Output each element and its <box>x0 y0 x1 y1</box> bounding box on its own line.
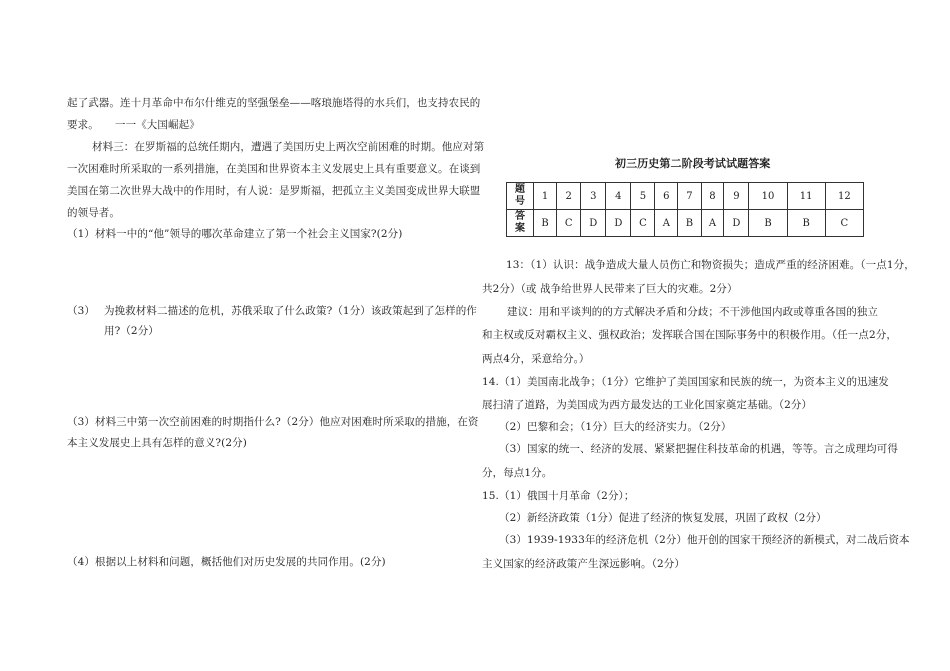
answer-key-title: 初三历史第二阶段考试试题答案 <box>615 157 771 170</box>
table-cell: 10 <box>749 183 787 210</box>
question-2-line2: 用?（2分） <box>104 325 159 337</box>
answer-15-line4: 主义国家的经济政策产生深远影响。（2分） <box>482 558 685 570</box>
table-cell: B <box>749 210 787 237</box>
header-cell: 答案 <box>507 210 534 237</box>
source-citation: 一一《大国崛起》 <box>115 119 200 131</box>
question-2-line1: 为挽救材料二描述的危机，苏俄采取了什么政策?（1分）该政策起到了怎样的作 <box>104 305 477 317</box>
answer-13-line4: 和主权或反对霸权主义、强权政治；发挥联合国在国际事务中的积极作用。（任一点2分， <box>482 329 897 341</box>
answer-table <box>506 182 864 237</box>
answer-13-line2: 共2分）（或 战争给世界人民带来了巨大的灾难。2分） <box>482 283 738 295</box>
table-cell: A <box>701 210 724 237</box>
text-line: 一次困难时所采取的一系列措施，在美国和世界资本主义发展史上具有重要意义。在谈到 <box>67 163 481 175</box>
table-cell: 2 <box>557 183 581 210</box>
material-three-line: 材料三：在罗斯福的总统任期内，遭遇了美国历史上两次空前困难的时期。他应对第 <box>92 141 485 153</box>
table-cell: C <box>631 210 655 237</box>
text-line: 要求。 <box>67 119 99 131</box>
table-cell: B <box>787 210 825 237</box>
table-cell: 7 <box>678 183 701 210</box>
table-cell: 12 <box>825 183 863 210</box>
question-3-line2: 本主义发展史上具有怎样的意义?(2分) <box>67 437 247 449</box>
answer-14-line3: （2）巴黎和会；（1分）巨大的经济实力。（2分） <box>499 421 732 433</box>
answer-14-line5: 分，每点1分。 <box>482 467 553 479</box>
question-4: （4）根据以上材料和问题，概括他们对历史发展的共同作用。(2分) <box>67 556 386 568</box>
table-cell: B <box>678 210 701 237</box>
text-line: 美国在第二次世界大战中的作用时，有人说：是罗斯福，把孤立主义美国变成世界大联盟 <box>67 185 481 197</box>
table-cell: A <box>655 210 678 237</box>
answer-15-line1: 15.（1）俄国十月革命（2分）； <box>482 490 635 502</box>
table-cell: D <box>724 210 749 237</box>
question-2-number: （3） <box>67 305 95 317</box>
answer-15-line3: （3）1939-1933年的经济危机（2分）他开创的国家干预经济的新模式，对二战后资本 <box>499 534 910 546</box>
table-cell: 8 <box>701 183 724 210</box>
table-cell: D <box>581 210 606 237</box>
question-1: （1）材料一中的“他”领导的哪次革命建立了第一个社会主义国家?(2分) <box>67 228 403 240</box>
text-line: 起了武器。连十月革命中布尔什维克的坚强堡垒——喀琅施塔得的水兵们，也支持农民的 <box>67 97 481 109</box>
question-3-line1: （3）材料三中第一次空前困难的时期指什么?（2分）他应对困难时所采取的措施，在资 <box>67 416 479 428</box>
table-cell: C <box>557 210 581 237</box>
answer-13-line5: 两点4分，采意给分。） <box>482 353 590 365</box>
table-row-numbers <box>507 183 864 210</box>
table-cell: 1 <box>534 183 557 210</box>
table-cell: 6 <box>655 183 678 210</box>
table-cell: C <box>825 210 863 237</box>
header-cell: 题号 <box>507 183 534 210</box>
table-row-answers <box>507 210 864 237</box>
text-line: 的领导者。 <box>67 207 120 219</box>
answer-14-line4: （3）国家的统一、经济的发展、紧紧把握住科技革命的机遇，等等。言之成理均可得 <box>499 443 898 455</box>
table-cell: 4 <box>606 183 631 210</box>
table-cell: 3 <box>581 183 606 210</box>
answer-13-line3: 建议：用和平谈判的的方式解决矛盾和分歧；不干涉他国内政或尊重各国的独立 <box>507 306 878 318</box>
table-cell: 9 <box>724 183 749 210</box>
table-cell: 5 <box>631 183 655 210</box>
table-cell: 11 <box>787 183 825 210</box>
answer-14-line1: 14.（1）美国南北战争；（1分）它维护了美国国家和民族的统一，为资本主义的迅速发 <box>482 376 889 388</box>
answer-14-line2: 展扫清了道路，为美国成为西方最发达的工业化国家奠定基础。（2分） <box>482 399 813 411</box>
table-cell: B <box>534 210 557 237</box>
answer-15-line2: （2）新经济政策（1分）促进了经济的恢复发展，巩固了政权（2分） <box>499 512 827 524</box>
table-cell: D <box>606 210 631 237</box>
answer-13-line1: 13：（1）认识：战争造成大量人员伤亡和物资损失；造成严重的经济困难。（一点1分， <box>506 259 915 271</box>
